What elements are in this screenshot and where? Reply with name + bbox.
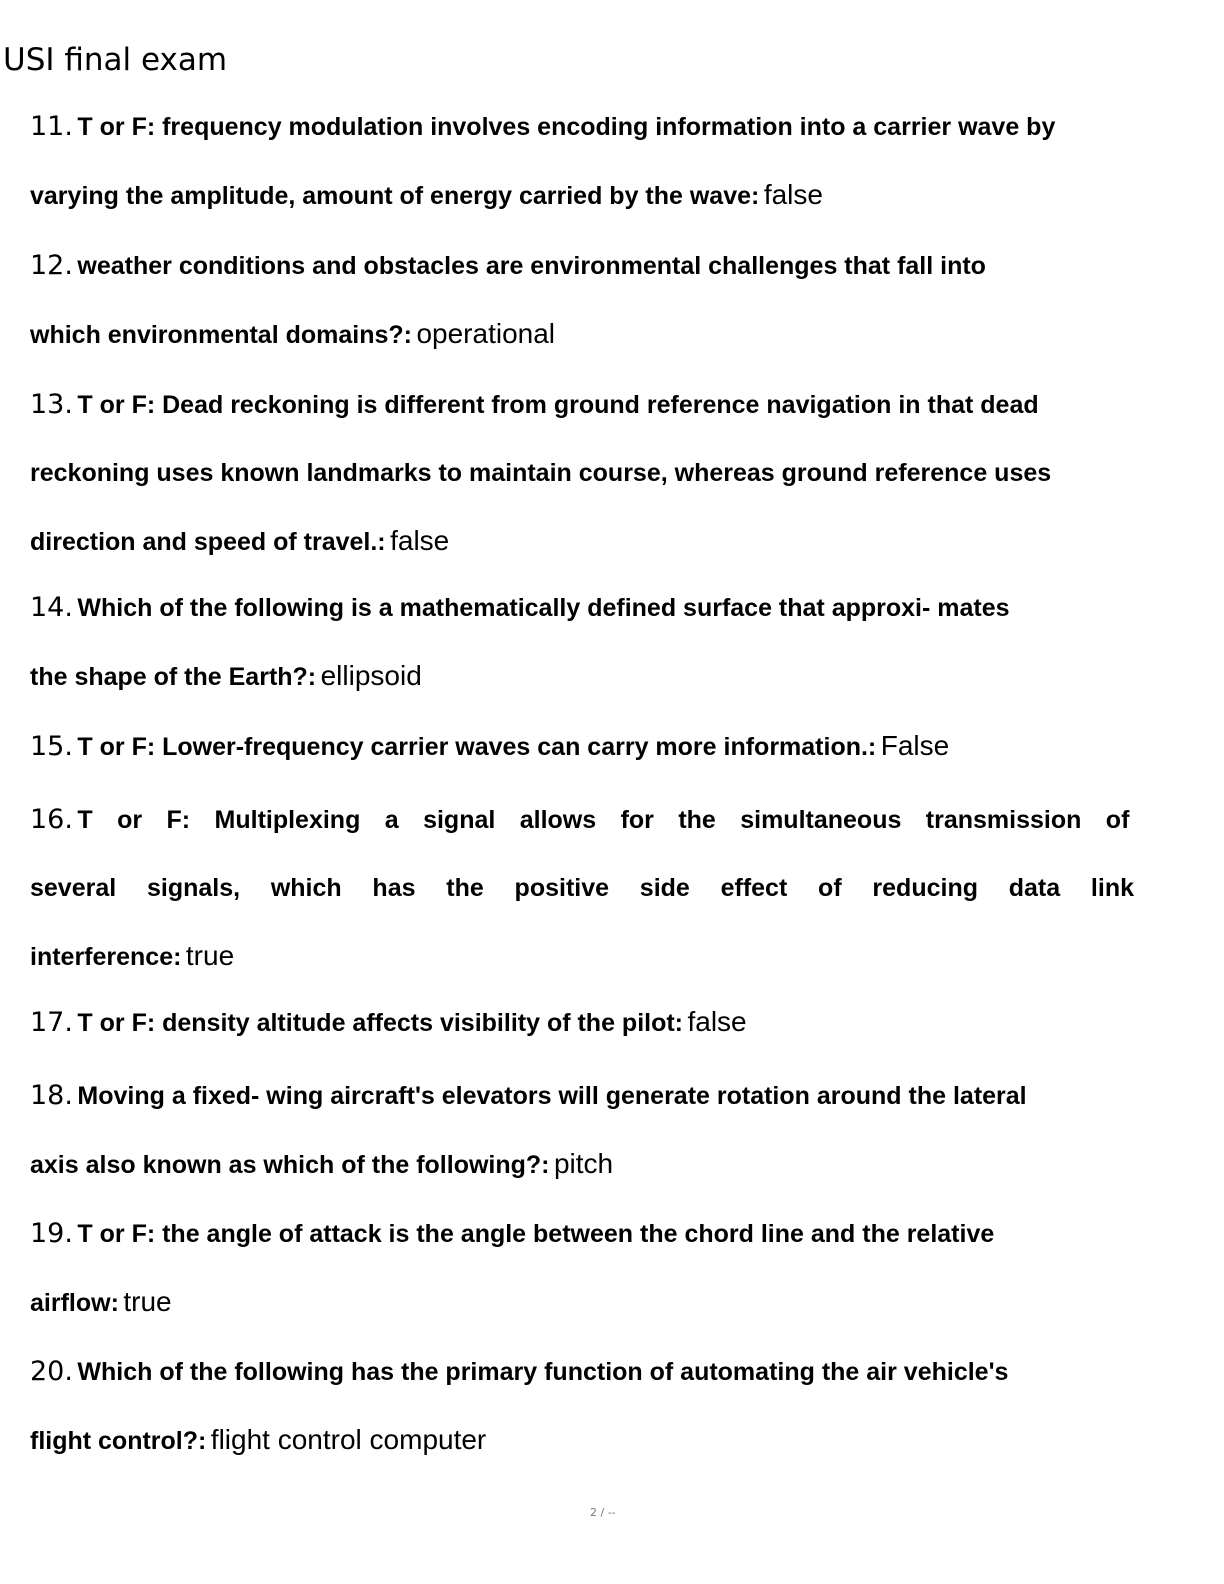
- question-text: Which of the following is a mathematically defined surface that approxi- mates: [77, 594, 1010, 622]
- question-text: several signals, which has the positive side effect of reducing data link: [30, 874, 1134, 902]
- question-line: [30, 574, 1166, 642]
- question-number: 20.: [30, 1356, 73, 1387]
- question-text: direction and speed of travel.:: [30, 528, 386, 556]
- question-13: [30, 371, 1166, 575]
- question-text: varying the amplitude, amount of energy carried by the wave:: [30, 182, 760, 210]
- question-line: [30, 507, 1166, 575]
- question-text: T or F: Multiplexing a signal allows for the simultaneous transmission of: [77, 806, 1130, 834]
- question-line: [30, 1130, 1166, 1198]
- answer-text: false: [687, 1006, 747, 1037]
- question-line: [30, 439, 1166, 507]
- question-text: the shape of the Earth?:: [30, 663, 317, 691]
- question-number: 12.: [30, 250, 73, 281]
- question-number: 19.: [30, 1218, 73, 1249]
- question-line: [30, 854, 1166, 922]
- question-line: [30, 922, 1166, 990]
- question-text: reckoning uses known landmarks to maintain course, whereas ground reference uses: [30, 459, 1052, 487]
- question-number: 15.: [30, 731, 73, 762]
- question-line: [30, 1268, 1166, 1336]
- question-number: 14.: [30, 592, 73, 623]
- answer-text: false: [390, 525, 450, 556]
- question-line: [30, 988, 1166, 1056]
- question-text: airflow:: [30, 1289, 119, 1317]
- answer-text: true: [123, 1286, 172, 1317]
- question-text: interference:: [30, 943, 182, 971]
- question-number: 11.: [30, 111, 73, 142]
- answer-text: false: [763, 179, 823, 210]
- answer-text: operational: [416, 318, 556, 349]
- answer-text: true: [185, 940, 235, 971]
- answer-text: False: [880, 730, 950, 761]
- question-19: [30, 1200, 1166, 1336]
- question-14: [30, 574, 1166, 710]
- question-line: [30, 93, 1166, 161]
- question-16: [30, 786, 1166, 990]
- question-20: [30, 1338, 1166, 1474]
- question-11: [30, 93, 1166, 229]
- question-number: 17.: [30, 1007, 73, 1038]
- question-number: 16.: [30, 804, 73, 835]
- question-number: 13.: [30, 389, 73, 420]
- question-12: [30, 232, 1166, 368]
- question-line: [30, 161, 1166, 229]
- question-text: flight control?:: [30, 1427, 207, 1455]
- question-18: [30, 1062, 1166, 1198]
- page-number: 2 / --: [590, 1506, 616, 1519]
- question-text: axis also known as which of the following?:: [30, 1151, 550, 1179]
- question-line: [30, 1062, 1166, 1130]
- question-line: [30, 1338, 1166, 1406]
- question-line: [30, 1406, 1166, 1474]
- question-text: T or F: Lower-frequency carrier waves can carry more information.:: [77, 733, 877, 761]
- question-line: [30, 232, 1166, 300]
- question-line: [30, 786, 1166, 854]
- question-text: Which of the following has the primary function of automating the air vehicle's: [77, 1358, 1009, 1386]
- question-number: 18.: [30, 1080, 73, 1111]
- question-15: [30, 712, 1166, 780]
- question-text: which environmental domains?:: [30, 321, 412, 349]
- question-line: [30, 300, 1166, 368]
- question-line: [30, 371, 1166, 439]
- answer-text: ellipsoid: [320, 660, 422, 691]
- answer-text: flight control computer: [210, 1424, 487, 1455]
- question-text: Moving a fixed- wing aircraft's elevators will generate rotation around the lateral: [77, 1082, 1027, 1110]
- page-title: USI final exam: [3, 42, 228, 78]
- answer-text: pitch: [553, 1148, 614, 1179]
- question-text: weather conditions and obstacles are environmental challenges that fall into: [77, 252, 986, 280]
- question-line: [30, 1200, 1166, 1268]
- question-text: T or F: Dead reckoning is different from ground reference navigation in that dead: [77, 391, 1039, 419]
- question-text: T or F: frequency modulation involves encoding information into a carrier wave by: [77, 113, 1056, 141]
- question-text: T or F: density altitude affects visibility of the pilot:: [77, 1009, 684, 1037]
- question-line: [30, 712, 1166, 780]
- question-17: [30, 988, 1166, 1056]
- question-line: [30, 642, 1166, 710]
- question-text: T or F: the angle of attack is the angle between the chord line and the relative: [77, 1220, 995, 1248]
